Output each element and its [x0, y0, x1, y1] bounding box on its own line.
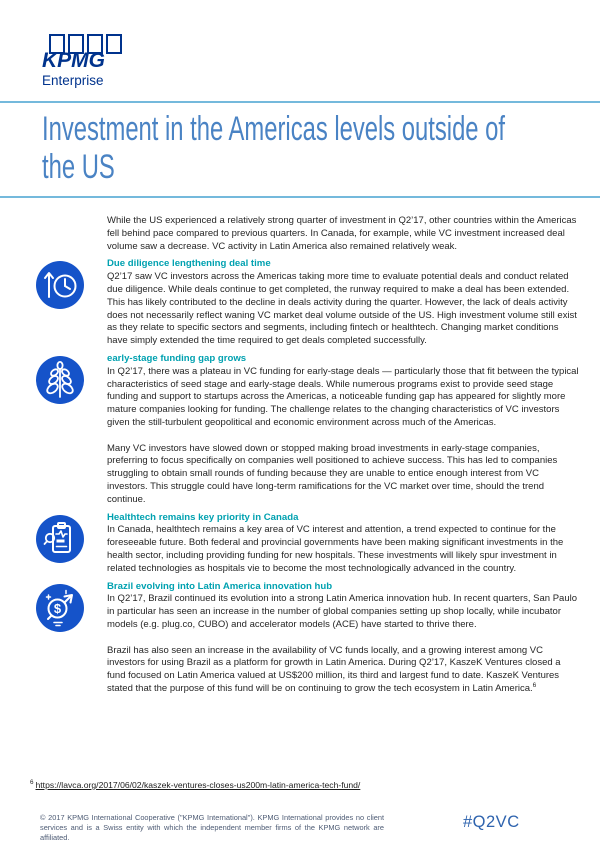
- footnote-ref: 6: [532, 681, 537, 689]
- clock-arrow-icon: [36, 261, 84, 309]
- section-paragraph: Q2’17 saw VC investors across the Americas taking more time to evaluate potential deals and conduct related due diligence. While deals continue to get completed, the runway required to make a deal has been extended. This has likely contributed to the decline in deals activity during the quarter. However, the lack of deals activity does not necessarily reflect waning VC market deal volume outside of the US. High investment volume still exist as they relate to specific sectors and segments, including fintech or healthtech. Changing market conditions have simply extended the time required to get deals completed successfully.: [107, 271, 577, 347]
- enterprise-label: Enterprise: [42, 73, 104, 88]
- section-paragraph: In Canada, healthtech remains a key area of VC interest and attention, a trend expected to continue for the foreseeable future. Both federal and provincial governments have been making significant investments in the health sector, including providing funding for new hospitals. These investments will likely spur investment in related technologies as hospitals vie to become the most technologically advanced in the country.: [107, 524, 564, 574]
- footnote-link[interactable]: https://lavca.org/2017/06/02/kaszek-ventures-closes-us200m-latin-america-tech-fund/: [35, 779, 361, 790]
- section-due-diligence: [107, 258, 581, 348]
- section-paragraph: Many VC investors have slowed down or stopped making broad investments in early-stage companies, preferring to focus specifically on companies well positioned to achieve success. This has led to companies struggling to obtain small rounds of funding because they are unable to entice enough interest from VC investors. This struggle could have long-term ramifications for the VC market over time, should the trend continue.: [107, 442, 558, 505]
- section-brazil: [53, 580, 581, 696]
- footnote: [30, 779, 360, 790]
- kpmg-logo: [42, 34, 122, 88]
- footnote-marker: 6: [30, 779, 34, 786]
- money-growth-icon: [36, 584, 84, 632]
- hashtag-label: #Q2VC: [463, 813, 520, 831]
- page-title-line-2: the US: [42, 147, 115, 186]
- section-early-stage: [107, 353, 581, 507]
- sprout-icon: [36, 356, 84, 404]
- section-heading-due-diligence: Due diligence lengthening deal time: [107, 258, 271, 270]
- section-healthtech: [107, 512, 581, 576]
- section-heading-healthtech: Healthtech remains key priority in Canada: [107, 511, 299, 523]
- svg-text:$: $: [53, 600, 62, 616]
- section-paragraph: In Q2’17, there was a plateau in VC funding for early-stage deals — particularly those that fit between the typical characteristics of seed stage and early-stage deals. While numerous programs exist to provide seed stage funding and support to startups across the Americas, a noticeable funding gap has appeared for slightly more mature companies looking for funding. The challenge relates to the changing characteristics of VC investors given the still-turbulent geopolitical and economic environment across much of the Americas.: [107, 365, 579, 428]
- clipboard-health-icon: [36, 515, 84, 563]
- page-title: [42, 111, 505, 186]
- article-body: [53, 215, 581, 696]
- section-heading-brazil: Brazil evolving into Latin America innovation hub: [107, 580, 333, 592]
- section-heading-early-stage: early-stage funding gap grows: [107, 352, 247, 364]
- page-title-line-1: Investment in the Americas levels outside of: [42, 110, 506, 148]
- section-paragraph: In Q2’17, Brazil continued its evolution into a strong Latin America innovation hub. In recent quarters, San Paulo in particular has seen an increase in the number of global companies setting up shop locally, while incubator models (e.g. plug.co, CUBO) and accelerator models (ACE) have started to thrive there.: [107, 593, 578, 630]
- section-paragraph: Brazil has also seen an increase in the availability of VC funds locally, and a growing interest among VC investors for using Brazil as a platform for growth in Latin America. During Q2’17, KaszeK Ventures closed a fund focused on Latin America valued at US$200 million, its third and largest fund to date. KaszeK Ventures stated that the purpose of this fund will be on continuing to grow the tech ecosystem in Latin America.$^6$: [107, 644, 561, 694]
- footer-copyright: © 2017 KPMG International Cooperative ("KPMG International"). KPMG International provides no client services and is a Swiss entity with which the independent member firms of the KPMG network are affiliated.: [40, 813, 384, 843]
- intro-paragraph: While the US experienced a relatively strong quarter of investment in Q2’17, other countries within the Americas fell behind pace compared to previous quarters. In Canada, for example, while VC investment increased deal volume saw a decrease. VC activity in Latin America also remained relatively weak.: [107, 215, 577, 252]
- header-rule-bottom: [0, 196, 600, 198]
- header-rule-top: [0, 101, 600, 103]
- kpmg-logo-text: KPMG: [42, 49, 105, 72]
